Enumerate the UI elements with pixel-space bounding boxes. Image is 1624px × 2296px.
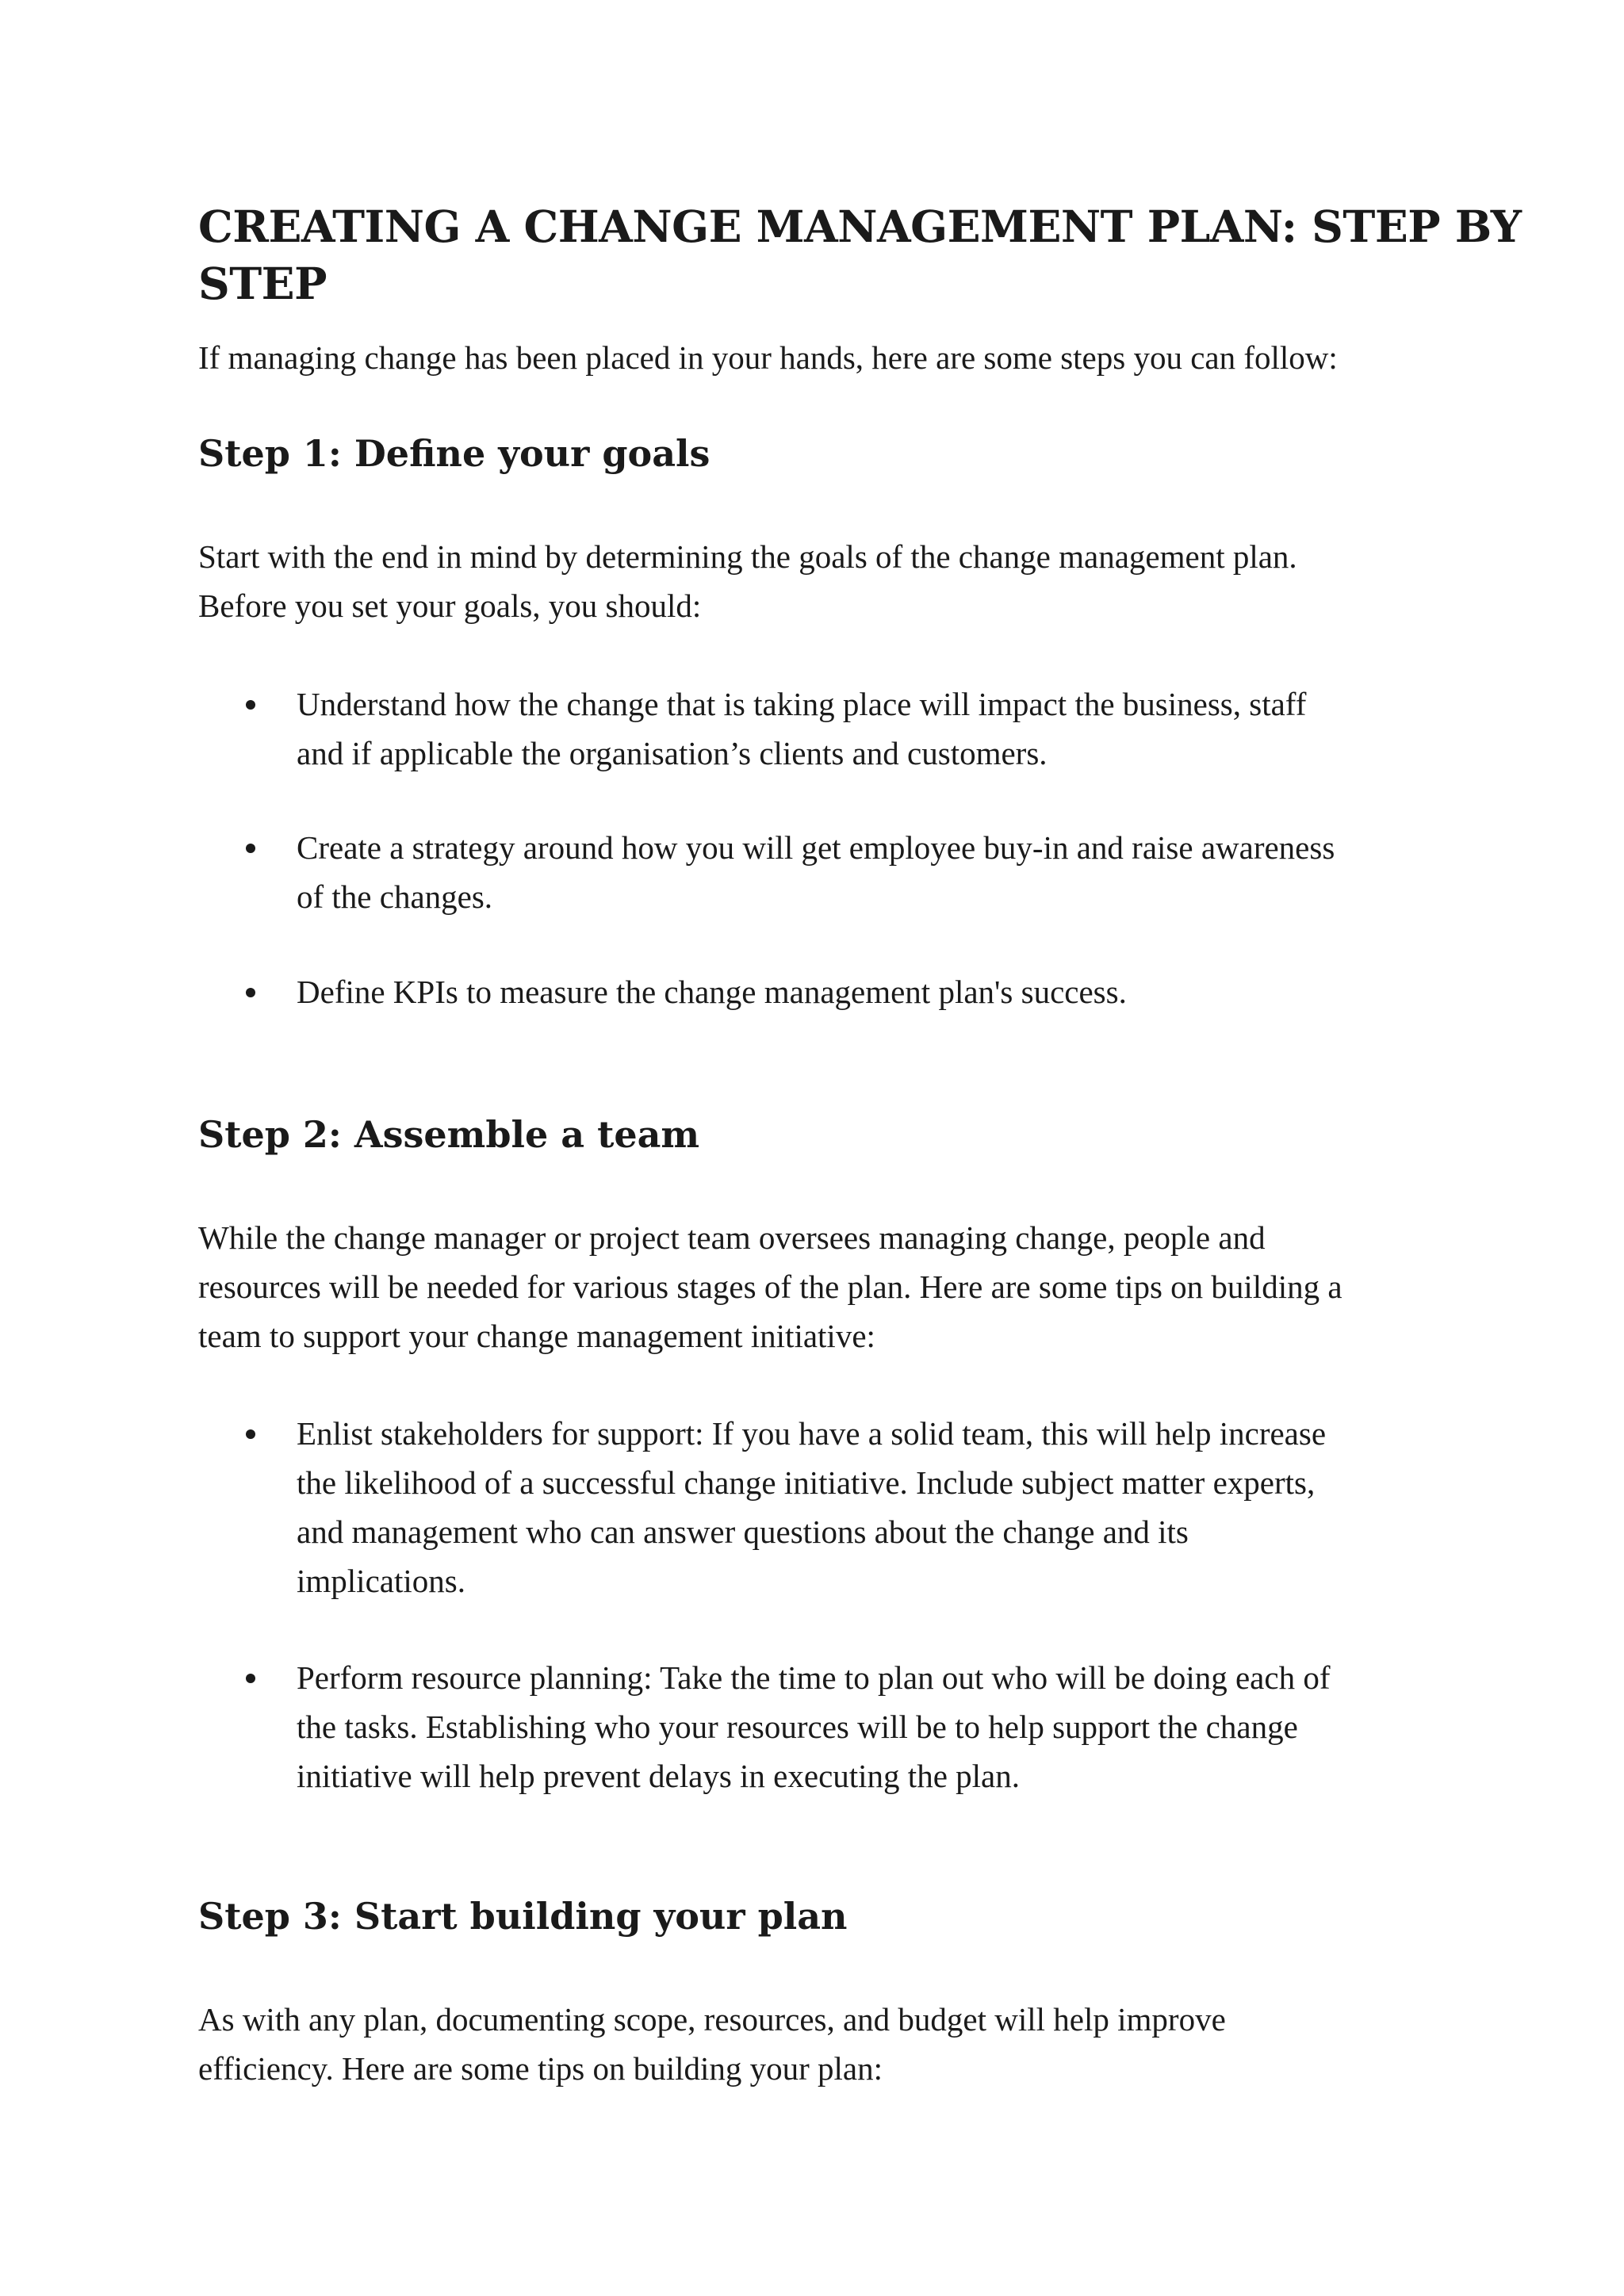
document-title [198, 198, 1522, 312]
list-item [246, 1653, 1330, 1800]
intro-paragraph: If managing change has been placed in your hands, here are some steps you can follow: [198, 339, 1338, 376]
paragraph-line: As with any plan, documenting scope, resources, and budget will help improve [198, 2001, 1226, 2038]
list-item-line: and if applicable the organisation’s clients and customers. [297, 735, 1048, 771]
list-item-line: the tasks. Establishing who your resources will be to help support the change [297, 1709, 1298, 1745]
list-item-line: of the changes. [297, 878, 493, 915]
list-item-text [297, 679, 1306, 778]
list-item [246, 1409, 1326, 1605]
step3-heading: Step 3: Start building your plan [198, 1895, 848, 1938]
list-item [246, 679, 1306, 778]
list-item-text [297, 967, 1127, 1016]
paragraph-line: Start with the end in mind by determining the goals of the change management plan. [198, 538, 1297, 575]
step2-heading: Step 2: Assemble a team [198, 1113, 700, 1156]
bullet-icon [246, 1429, 255, 1439]
title-line: CREATING A CHANGE MANAGEMENT PLAN: STEP BY [198, 201, 1522, 252]
list-item [246, 967, 1127, 1016]
paragraph-line: team to support your change management initiative: [198, 1318, 875, 1354]
list-item-line: and management who can answer questions about the change and its [297, 1513, 1189, 1550]
step1-heading: Step 1: Define your goals [198, 432, 710, 475]
bullet-icon [246, 700, 255, 710]
list-item-line: Define KPIs to measure the change management plan's success. [297, 974, 1127, 1010]
list-item-line: the likelihood of a successful change initiative. Include subject matter experts, [297, 1464, 1316, 1501]
list-item-line: initiative will help prevent delays in executing the plan. [297, 1758, 1020, 1794]
step1-paragraph [198, 532, 1297, 630]
title-line: STEP [198, 258, 327, 309]
list-item-line: Perform resource planning: Take the time to plan out who will be doing each of [297, 1659, 1331, 1696]
list-item-text [297, 1653, 1330, 1800]
paragraph-line: Before you set your goals, you should: [198, 587, 702, 624]
list-item-text [297, 823, 1335, 921]
bullet-icon [246, 1674, 255, 1683]
paragraph-line: resources will be needed for various stages of the plan. Here are some tips on building a [198, 1269, 1342, 1305]
list-item-line: Understand how the change that is taking place will impact the business, staff [297, 686, 1307, 722]
paragraph-line: efficiency. Here are some tips on building your plan: [198, 2050, 883, 2087]
step2-paragraph [198, 1213, 1342, 1360]
list-item-line: Enlist stakeholders for support: If you have a solid team, this will help increase [297, 1415, 1327, 1452]
list-item [246, 823, 1335, 921]
list-item-text [297, 1409, 1326, 1605]
list-item-line: implications. [297, 1563, 465, 1599]
step3-paragraph [198, 1995, 1226, 2093]
bullet-icon [246, 988, 255, 997]
bullet-icon [246, 844, 255, 853]
paragraph-line: While the change manager or project team oversees managing change, people and [198, 1219, 1266, 1256]
list-item-line: Create a strategy around how you will get employee buy-in and raise awareness [297, 829, 1335, 866]
